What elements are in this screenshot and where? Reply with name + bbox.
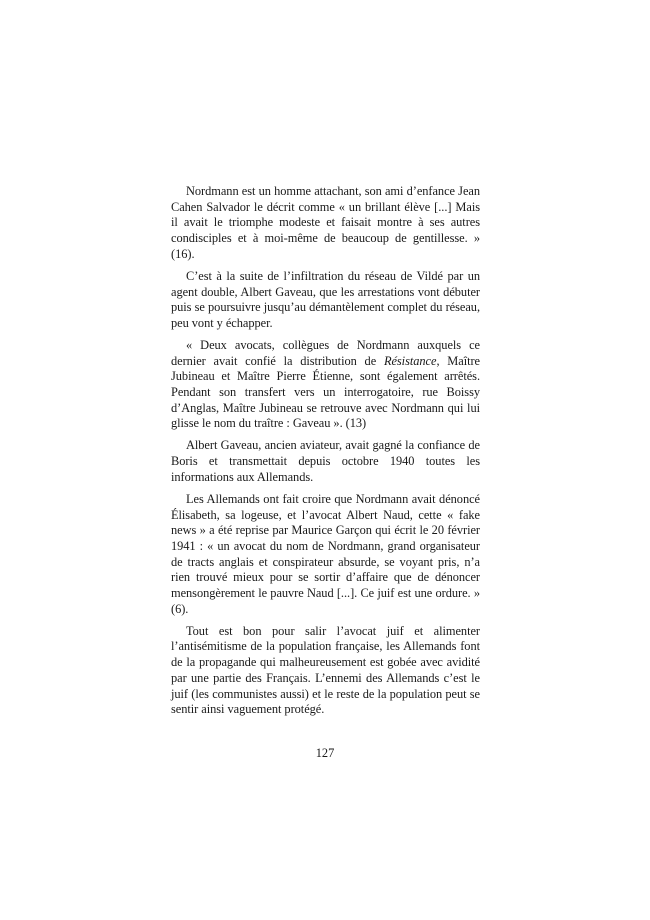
paragraph-6 [171, 624, 480, 718]
resistance-title: Résistance [383, 353, 437, 368]
paragraph-2-text: C’est à la suite de l’infiltration du réseau de Vildé par un agent double, Albert Gaveau, que les arrestations vont débuter puis se poursuivre jusqu’au démantèlement complet du réseau, peu vont y échapper. [171, 268, 480, 330]
paragraph-3 [171, 338, 480, 432]
paragraph-4 [171, 438, 480, 485]
paragraph-1-text: Nordmann est un homme attachant, son ami d’enfance Jean Cahen Salvador le décrit comme « un brillant élève [...] Mais il avait le triomphe modeste et faisait montre à ses autres condisciples et à moi-même de beaucoup de gentillesse. » (16). [171, 184, 480, 261]
paragraph-5-text: Les Allemands ont fait croire que Nordmann avait dénoncé Élisabeth, sa logeuse, et l’avocat Albert Naud, cette « fake news » a été reprise par Maurice Garçon qui écrit le 20 février 1941 : « un avocat du nom de Nordmann, grand organisateur de tracts anglais et conspirateur absurde, se voyant pris, n’a rien trouvé mieux pour se sortir d’affaire que de dénoncer mensongèrement le pauvre Naud [...]. Ce juif est une ordure. » (6). [171, 491, 480, 616]
paragraph-1 [171, 184, 480, 263]
paragraph-3-text-end: , Maître Jubineau et Maître Pierre Étienne, sont également arrêtés. Pendant son transfert vers un interrogatoire, rue Boissy d’Anglas, Maître Jubineau se retrouve avec Nordmann qui lui glisse le nom du traître : Gaveau ». (13) [171, 353, 481, 431]
paragraph-5 [171, 492, 480, 618]
paragraph-2 [171, 269, 480, 332]
paragraph-6-text: Tout est bon pour salir l’avocat juif et alimenter l’antisémitisme de la population française, les Allemands font de la propagande qui malheureusement est gobée avec avidité par une partie des Français. L’ennemi des Allemands c’est le juif (les communistes aussi) et le reste de la population peut se sentir ainsi vaguement protégé. [171, 623, 480, 717]
paragraph-3-text-start: « Deux avocats, collègues de Nordmann auxquels ce dernier avait confié la distribution de [171, 337, 480, 368]
body-text [171, 184, 480, 724]
page-number: 127 [315, 746, 335, 760]
paragraph-4-text: Albert Gaveau, ancien aviateur, avait gagné la confiance de Boris et transmettait depuis octobre 1940 toutes les informations aux Allemands. [171, 438, 480, 484]
